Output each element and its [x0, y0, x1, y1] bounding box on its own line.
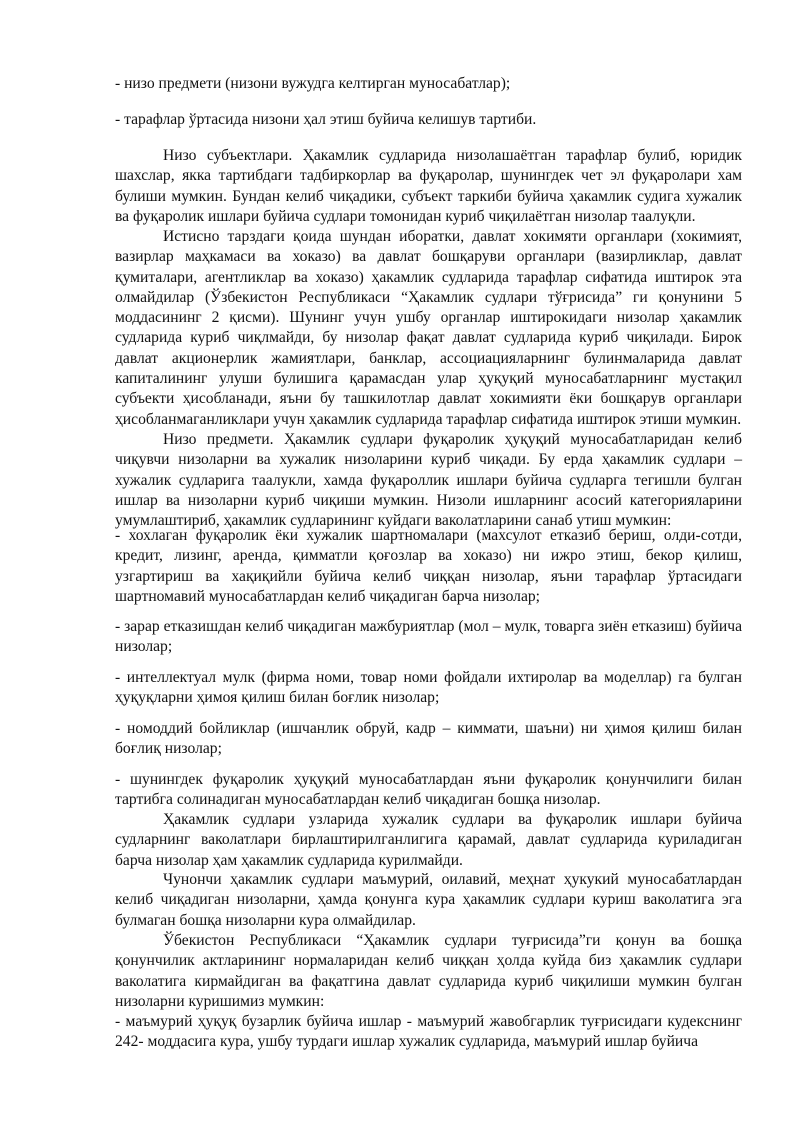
paragraph-dispute-matter: Низо предмети. Ҳакамлик судлари фуқаролик ҳуқуқий муносабатларидан келиб чиқувчи низоларни ва хужалик низоларини куриб чиқади. Бу ерда ҳакамлик судлари – хужалик судларига таалукли, хамда фуқароллик ишлари буйича судларга тегишли булган ишлар ва низоларни куриб чиқиши мумкин. Низоли ишларнинг асосий категорияларини умумлаштириб, ҳакамлик судларининг куйдаги ваколатларини санаб утиш мумкин: [115, 431, 742, 530]
list-item-intellectual-property: - интеллектуал мулк (фирма номи, товар номи фойдали ихтиролар ва моделлар) га булган ҳуқуқларни ҳимоя қилиш билан боғлик низолар; [115, 669, 742, 707]
list-item-dispute-subject: - низо предмети (низони вужудга келтирган муносабатлар); [115, 75, 511, 92]
list-item-intangible-assets: - номоддий бойликлар (ишчанлик обруй, кадр – киммати, шаъни) ни ҳимоя қилиш билан боғлиқ низолар; [115, 720, 742, 758]
paragraph-dispute-subjects: Низо субъектлари. Ҳакамлик судларида низолашаётган тарафлар булиб, юридик шахслар, якка тартибдаги тадбиркорлар ва фуқаролар, шунингдек чет эл фуқаролари хам булиши мумкин. Бундан келиб чиқадики, субъект таркиби буйича ҳакамлик судига хужалик ва фуқаролик ишлари буйича судлари томонидан куриб чиқилаётган низолар таалуқли. [115, 147, 742, 225]
paragraph-excluded-disputes: Чунончи ҳакамлик судлари маъмурий, оилавий, меҳнат ҳукукий муносабатлардан келиб чиқадиган низоларни, ҳамда қонунга кура ҳакамлик судлари куриш ваколатига эга булмаган бошқа низоларни кура олмайдилар. [115, 871, 742, 929]
list-item-other-disputes: - шунингдек фуқаролик ҳуқуқий муносабатлардан яъни фуқаролик қонунчилиги билан тартибга солинадиган муносабатлардан келиб чиқадиган бошқа низолар. [115, 771, 742, 809]
paragraph-law-reference: Ўбекистон Республикаси “Ҳакамлик судлари туғрисида”ги қонун ва бошқа қонунчилик актларининг нормаларидан келиб чиққан ҳолда куйда биз ҳакамлик судлари ваколатига кирмайдиган ва фақатгина давлат судларида куриб чиқилиши мумкин булган низоларни куришимиз мумкин: [115, 932, 742, 1010]
list-item-administrative-cases: - маъмурий ҳуқуқ бузарлик буйича ишлар - маъмурий жавобгарлик туғрисидаги кудекснинг 242- моддасига кура, ушбу турдаги ишлар хужалик судларида, маъмурий ишлар буйича [115, 1013, 742, 1051]
list-item-settlement-procedure: - тарафлар ўртасида низони ҳал этиш буйича келишув тартиби. [115, 111, 537, 128]
list-item-damage-obligations: - зарар етказишдан келиб чиқадиган мажбуриятлар (мол – мулк, товарга зиён етказиш) буйича низолар; [115, 618, 742, 656]
paragraph-exception-rule: Истисно тарздаги қоида шундан иборатки, давлат хокимяти органлари (хокимият, вазирлар маҳкамаси ва хоказо) ва давлат бошқаруви органлари (вазирликлар, давлат қумиталари, агентликлар ва хоказо) ҳакамлик судларида тарафлар сифатида иштирок эта олмайдилар (Ўзбекистон Республикаси “Ҳакамлик судлари тўғрисида” ги қонунини 5 моддасининг 2 қисми). Шунинг учун ушбу органлар иштирокидаги низолар ҳакамлик судларида куриб чиқлмайди, бу низолар фақат давлат судларида куриб чиқилади. Бирок давлат акционерлик жамиятлари, банклар, ассоциацияларнинг булинмаларида давлат капиталининг улуши булишига қарамасдан улар ҳуқуқий муносабатларнинг мустақил субъекти ҳисобланади, яъни бу ташкилотлар давлат хокимияти ёки бошқарув органлари ҳисобланмаганликлари учун ҳакамлик судларида тарафлар сифатида иштирок этиши мумкин. [115, 228, 742, 428]
list-item-contract-disputes: - хохлаган фуқаролик ёки хужалик шартномалари (махсулот етказиб бериш, олди-сотди, кредит, лизинг, аренда, қимматли қоғозлар ва хоказо) ни ижро этиш, бекор қилиш, узгартириш ва хақиқийли буйича келиб чиққан низолар, яъни тарафлар ўртасидаги шартномавий муносабатлардан келиб чиқадиган барча низолар; [115, 527, 742, 605]
paragraph-court-competence: Ҳакамлик судлари узларида хужалик судлари ва фуқаролик ишлари буйича судларнинг ваколатлари бирлаштирилганлигига қарамай, давлат судларида куриладиган барча низолар ҳам ҳакамлик судларида курилмайди. [115, 811, 742, 869]
